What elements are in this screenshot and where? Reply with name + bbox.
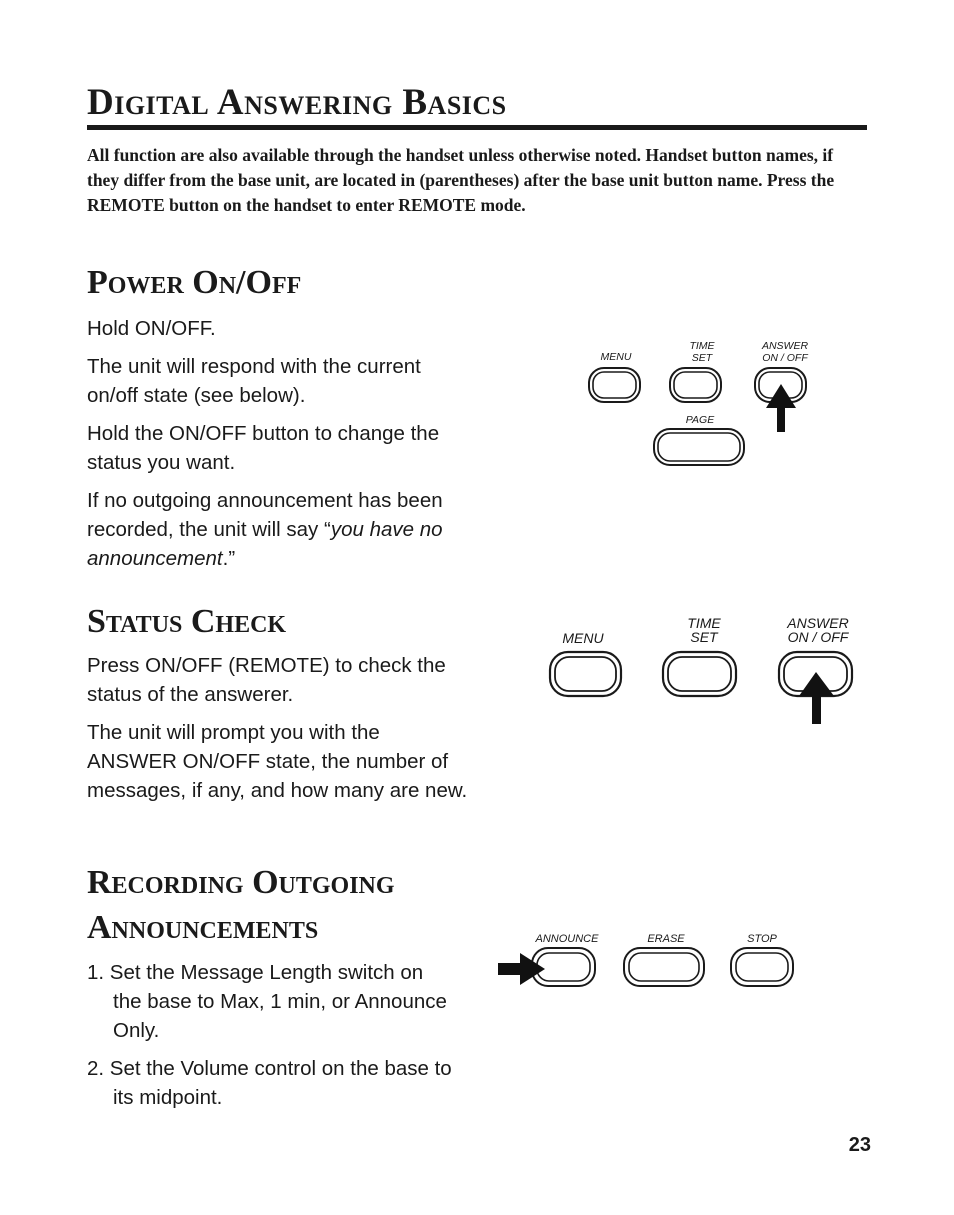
page-number: 23	[848, 1134, 871, 1156]
power-body	[87, 314, 462, 582]
power-p4-post: .”	[222, 547, 236, 570]
erase-key	[624, 948, 704, 986]
keypad-diagram-power	[580, 335, 820, 475]
label-set: SET	[691, 352, 713, 364]
keypad-diagram-announce	[494, 928, 804, 998]
time-set-key	[670, 368, 721, 402]
title-rule	[87, 125, 867, 130]
status-body	[87, 651, 472, 814]
power-heading: Power On/Off	[87, 264, 302, 301]
intro-paragraph: All function are also available through the handset unless otherwise noted. Handset button names, if they differ from the base unit, are located in (parentheses) after the base unit button name. Press the REMOTE button on the handset to enter REMOTE mode.	[87, 145, 835, 215]
power-p1: Hold ON/OFF.	[87, 317, 216, 340]
label-erase: ERASE	[647, 933, 685, 945]
label-time: TIME	[689, 340, 715, 352]
label-set: SET	[690, 629, 718, 645]
label-time: TIME	[687, 615, 721, 631]
power-p4-quote: you have no announcement	[87, 518, 443, 570]
status-p2: The unit will prompt you with the ANSWER ON/OFF state, the number of messages, if any, and how many are new.	[87, 721, 468, 802]
recording-steps	[87, 958, 457, 1121]
pointer-arrow-up-icon	[766, 384, 796, 432]
label-stop: STOP	[747, 933, 777, 945]
time-set-key	[663, 652, 736, 696]
recording-heading-line2: Announcements	[87, 909, 319, 946]
label-page: PAGE	[685, 414, 715, 426]
page-key	[654, 429, 744, 465]
recording-heading-line1: Recording Outgoing	[87, 864, 395, 901]
power-p2: The unit will respond with the current on/off state (see below).	[87, 355, 421, 407]
pointer-arrow-up-icon	[799, 672, 834, 724]
stop-key	[731, 948, 793, 986]
status-p1: Press ON/OFF (REMOTE) to check the status of the answerer.	[87, 654, 446, 706]
status-heading: Status Check	[87, 603, 287, 640]
label-menu: MENU	[562, 630, 604, 646]
recording-step-1: 1. Set the Message Length switch on the base to Max, 1 min, or Announce Only.	[87, 961, 447, 1042]
label-on-off: ON / OFF	[762, 352, 808, 364]
power-p4-pre: If no outgoing announcement has been recorded, the unit will say “	[87, 489, 443, 541]
menu-key	[550, 652, 621, 696]
keypad-diagram-status	[545, 612, 865, 732]
pointer-arrow-right-icon	[498, 953, 545, 985]
label-menu: MENU	[600, 351, 632, 363]
label-on-off: ON / OFF	[787, 629, 849, 645]
page-title: Digital Answering Basics	[87, 82, 507, 123]
label-answer: ANSWER	[761, 340, 809, 352]
recording-step-2: 2. Set the Volume control on the base to its midpoint.	[87, 1057, 452, 1109]
label-announce: ANNOUNCE	[535, 933, 599, 945]
menu-key	[589, 368, 640, 402]
power-p4	[87, 486, 462, 573]
label-answer: ANSWER	[787, 615, 849, 631]
power-p3: Hold the ON/OFF button to change the status you want.	[87, 422, 440, 474]
